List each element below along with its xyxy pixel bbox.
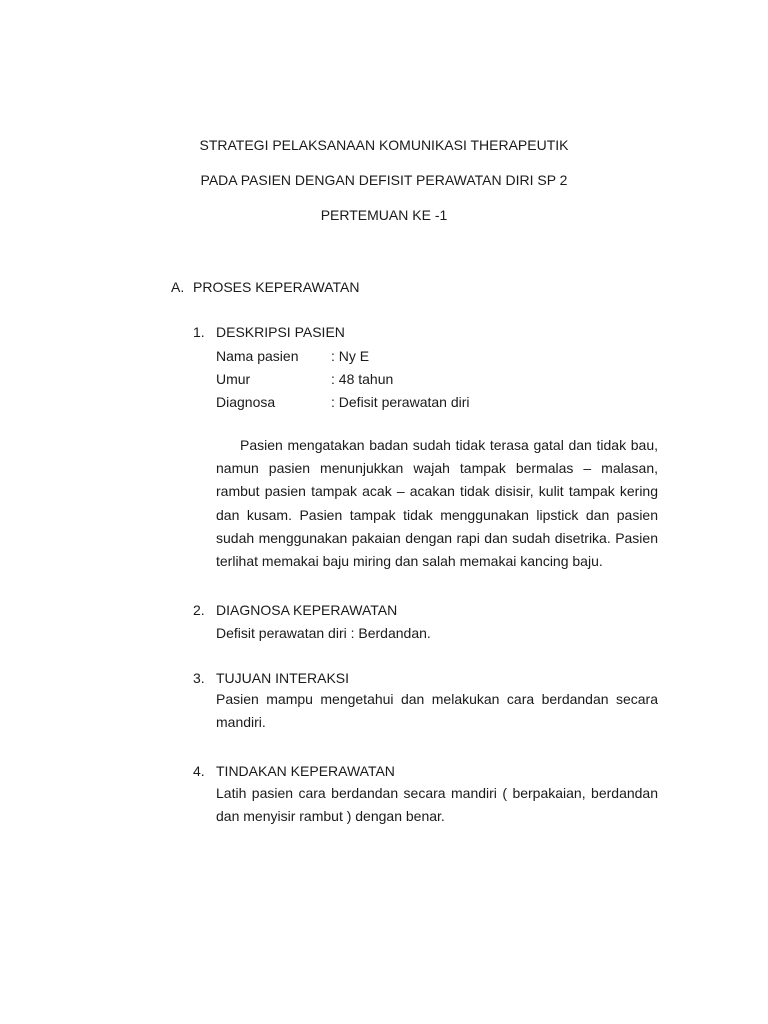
item-1-heading: DESKRIPSI PASIEN [216,324,345,340]
item-2-number: 2. [193,602,205,618]
item-2-text: Defisit perawatan diri : Berdandan. [216,625,431,641]
field-label-diagnosa: Diagnosa [216,394,276,410]
title-line-2: PADA PASIEN DENGAN DEFISIT PERAWATAN DIRI SP 2 [200,172,568,188]
section-a-marker: A. [171,279,185,295]
item-3-heading: TUJUAN INTERAKSI [216,670,350,686]
item-4-text: Latih pasien cara berdandan secara mandiri ( berpakaian, berdandan dan menyisir rambut ) dengan benar. [216,785,658,825]
field-value-nama-pasien: : Ny E [331,348,370,364]
patient-description-paragraph: Pasien mengatakan badan sudah tidak terasa gatal dan tidak bau, namun pasien menunjukkan wajah tampak bermalas – malasan, rambut pasien tampak acak – acakan tidak disisir, kulit tampak kering dan kusam. Pasien tampak tidak menggunakan lipstick dan pasien sudah menggunakan pakaian dengan rapi dan sudah disetrika. Pasien terlihat memakai baju miring dan salah memakai kancing baju. [216,437,658,570]
item-3-number: 3. [193,670,205,686]
title-line-3: PERTEMUAN KE -1 [320,207,448,223]
item-3-text: Pasien mampu mengetahui dan melakukan cara berdandan secara mandiri. [216,691,658,731]
section-a-heading: PROSES KEPERAWATAN [193,279,360,295]
item-1-number: 1. [193,324,205,340]
item-4-number: 4. [193,763,205,779]
item-2-heading: DIAGNOSA KEPERAWATAN [216,602,398,618]
item-4-heading: TINDAKAN KEPERAWATAN [216,763,395,779]
title-line-1: STRATEGI PELAKSANAAN KOMUNIKASI THERAPEUTIK [199,137,569,153]
field-value-diagnosa: : Defisit perawatan diri [331,394,470,410]
field-label-nama-pasien: Nama pasien [216,348,299,364]
field-label-umur: Umur [216,371,251,387]
field-value-umur: : 48 tahun [331,371,394,387]
